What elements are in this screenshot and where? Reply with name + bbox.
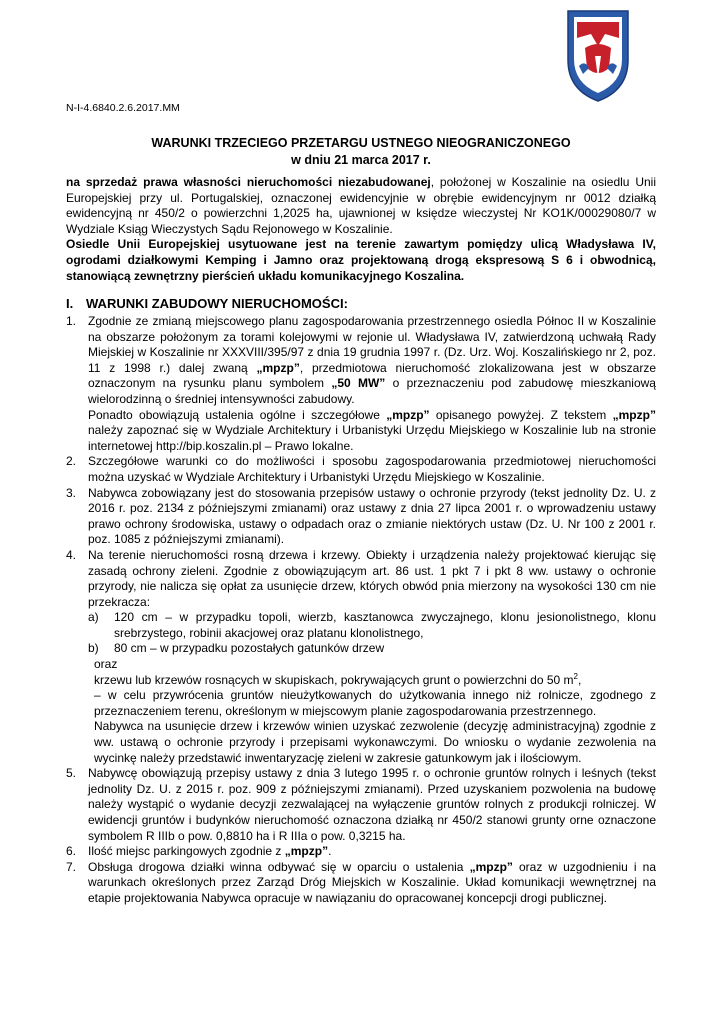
item-text [88, 673, 656, 689]
location-description: Osiedle Unii Europejskiej usytuowane jest na terenie zawartym pomiędzy ulicą Władysława IV, ogrodami działkowymi Kemping i Jamno oraz projektowaną drogą ekspresową S 6 i obwodnicą, stanowiącą zewnętrzny pierścień układu komunikacyjnego Koszalina. [66, 237, 656, 283]
sub-item-letter: a) [88, 610, 99, 625]
list-item [66, 860, 656, 907]
item-text-part: Obsługa drogowa działki winna odbywać się w oparciu o ustalenia [88, 859, 470, 874]
item-number: 5. [66, 766, 77, 781]
item-text: Nabywca zobowiązany jest do stosowania przepisów ustawy o ochronie przyrody (tekst jednolity Dz. U. z 2016 r. poz. 2134 z późniejszymi zmianami) oraz ustawy z dnia 27 lipca 2001 r. o wprowadzeniu ustawy prawo ochrony środowiska, ustawy o odpadach oraz o zmianie niektórych ustaw (Dz. U. Nr 100 z 2001 r. poz. 1085 z późniejszymi zmianami). [88, 485, 656, 547]
item-text-part: Ponadto obowiązują ustalenia ogólne i szczegółowe [88, 407, 387, 422]
item-number: 3. [66, 485, 77, 500]
item-text-part: krzewu lub krzewów rosnących w skupiskach, pokrywających grunt o powierzchni do 50 m [94, 672, 574, 687]
item-text-part: opisanego powyżej. Z tekstem [429, 407, 613, 422]
item-number: 6. [66, 844, 77, 859]
item-bold-part: „mpzp” [386, 407, 430, 422]
title-line-2: w dniu 21 marca 2017 r. [291, 153, 431, 167]
sub-item-text: 80 cm – w przypadku pozostałych gatunków drzew [114, 641, 385, 656]
item-number: 7. [66, 859, 77, 874]
item-text: Szczegółowe warunki co do możliwości i sposobu zagospodarowania przedmiotowej nieruchomości można uzyskać w Wydziale Architektury i Urbanistyki Urzędu Miejskiego w Koszalinie. [88, 454, 656, 484]
sub-item [66, 610, 656, 641]
item-bold-part: „mpzp” [284, 844, 329, 859]
item-text-part: Zgodnie ze zmianą miejscowego planu zagospodarowania przestrzennego osiedla Północ II w Koszalinie na obszarze położonym za torami kolejowymi w rejonie ul. Władysława IV, zatwierdzoną uchwałą Rady Miejskiej w Koszalinie nr XXXVIII/395/97 z dnia 19 grudnia 1997 r. (Dz. Urz. Woj. Koszalińskiego nr 2, poz. 11 z 1998 r.) dalej zwaną [88, 314, 656, 375]
item-text [88, 860, 656, 907]
sub-item [66, 641, 656, 657]
list-item [66, 454, 656, 485]
item-text-part: oraz w uzgodnieniu i na warunkach określonych przez Zarząd Dróg Miejskich w Koszalinie. Układ komunikacji wewnętrznej na etapie projektowania Nabywca opracuje w nawiązaniu do opracowanej koncepcji drogi publicznej. [88, 859, 656, 905]
item-text-part: , [578, 672, 582, 687]
section-number: I. [66, 296, 74, 311]
item-text-part: należy zapoznać się w Wydziale Architektury i Urbanistyki Urzędu Miejskiego w Koszalinie lub na stronie internetowej http://bip.koszalin.pl – Prawo lokalne. [88, 423, 656, 453]
item-text [88, 314, 656, 408]
item-number: 2. [66, 454, 77, 469]
superscript: 2 [573, 671, 578, 681]
item-text-part: . [328, 844, 332, 859]
item-number: 1. [66, 314, 77, 328]
item-text: Nabywca na usunięcie drzew i krzewów winien uzyskać zezwolenie (decyzję administracyjną) zgodnie z ww. ustawą o ochronie przyrody i przepisami wykonawczymi. Do wniosku o wydanie zezwolenia na wycinkę należy przedstawić inwentaryzację zieleni w zakresie gatunkowym jak i ilościowym. [94, 719, 656, 765]
list-item [66, 844, 656, 860]
list-item [66, 548, 656, 766]
item-text-part: , przedmiotowa nieruchomość zlokalizowana jest w obszarze oznaczonym na rysunku planu symbolem [88, 360, 656, 391]
intro-section [66, 175, 656, 284]
item-bold-part: „50 MW” [331, 376, 386, 391]
item-text [88, 844, 656, 860]
property-description [66, 175, 656, 237]
item-text: – w celu przywrócenia gruntów nieużytkowanych do użytkowania innego niż rolnicze, zgodnego z przeznaczeniem terenu, określonym w miejscowym planie zagospodarowania przestrzennego. [94, 688, 656, 718]
item-bold-part: „mpzp” [256, 360, 300, 375]
list-item [66, 314, 656, 454]
item-text: Na terenie nieruchomości rosną drzewa i krzewy. Obiekty i urządzenia należy projektować kierując się zasadą ochrony zieleni. Zgodnie z obowiązującym art. 86 ust. 1 pkt 7 i pkt 8 ww. ustawy o ochronie przyrody, nie nalicza się opłat za usunięcie drzew, których obwód pnia mierzony na wysokości 130 cm nie przekracza: [88, 547, 656, 609]
property-description-rest: , położonej w Koszalinie na osiedlu Unii Europejskiej przy ul. Portugalskiej, oznaczonej ewidencyjnie w obrębie ewidencyjnym nr 0012 działką ewidencyjną nr 450/2 o powierzchni 1,2025 ha, ujawnionej w księdze wieczystej Nr KO1K/00029080/7 w Wydziale Ksiąg Wieczystych Sądu Rejonowego w Koszalinie. [66, 175, 656, 236]
sub-item-letter: b) [88, 641, 99, 656]
section-heading [66, 296, 348, 312]
list-item [66, 766, 656, 844]
document-title [66, 135, 656, 169]
item-text [88, 408, 656, 455]
item-text-part: o przeznaczeniu pod zabudowę mieszkaniową wielorodzinną o średniej intensywności zabudowy. [88, 376, 656, 406]
conditions-list [66, 314, 656, 907]
document-reference: N-I-4.6840.2.6.2017.MM [66, 102, 180, 114]
item-text: oraz [94, 657, 118, 672]
item-text-part: Ilość miejsc parkingowych zgodnie z [88, 844, 285, 859]
item-bold-part: „mpzp” [469, 859, 513, 874]
list-item [66, 486, 656, 548]
section-title: WARUNKI ZABUDOWY NIERUCHOMOŚCI: [86, 296, 348, 311]
koszalin-coat-of-arms-icon [565, 8, 631, 104]
title-line-1: WARUNKI TRZECIEGO PRZETARGU USTNEGO NIEOGRANICZONEGO [151, 136, 571, 150]
sub-item-text: 120 cm – w przypadku topoli, wierzb, kasztanowca zwyczajnego, klonu jesionolistnego, klonu srebrzystego, robinii akacjowej oraz platanu klonolistnego, [114, 610, 656, 640]
item-bold-part: „mpzp” [612, 407, 656, 422]
item-text: Nabywcę obowiązują przepisy ustawy z dnia 3 lutego 1995 r. o ochronie gruntów rolnych i leśnych (tekst jednolity Dz. U. z 2015 r. poz. 909 z późniejszymi zmianami). Przed uzyskaniem pozwolenia na budowę należy wystąpić o wydanie decyzji zezwalającej na wyłączenie gruntów rolnych z produkcji rolniczej. W ewidencji gruntów i budynków nieruchomość oznaczona działką nr 450/2 stanowi grunty orne oznaczone symbolem R IIIb o pow. 0,8810 ha i R IIIa o pow. 0,3215 ha. [88, 766, 656, 843]
property-description-lead: na sprzedaż prawa własności nieruchomości niezabudowanej [66, 175, 431, 189]
item-number: 4. [66, 547, 77, 562]
